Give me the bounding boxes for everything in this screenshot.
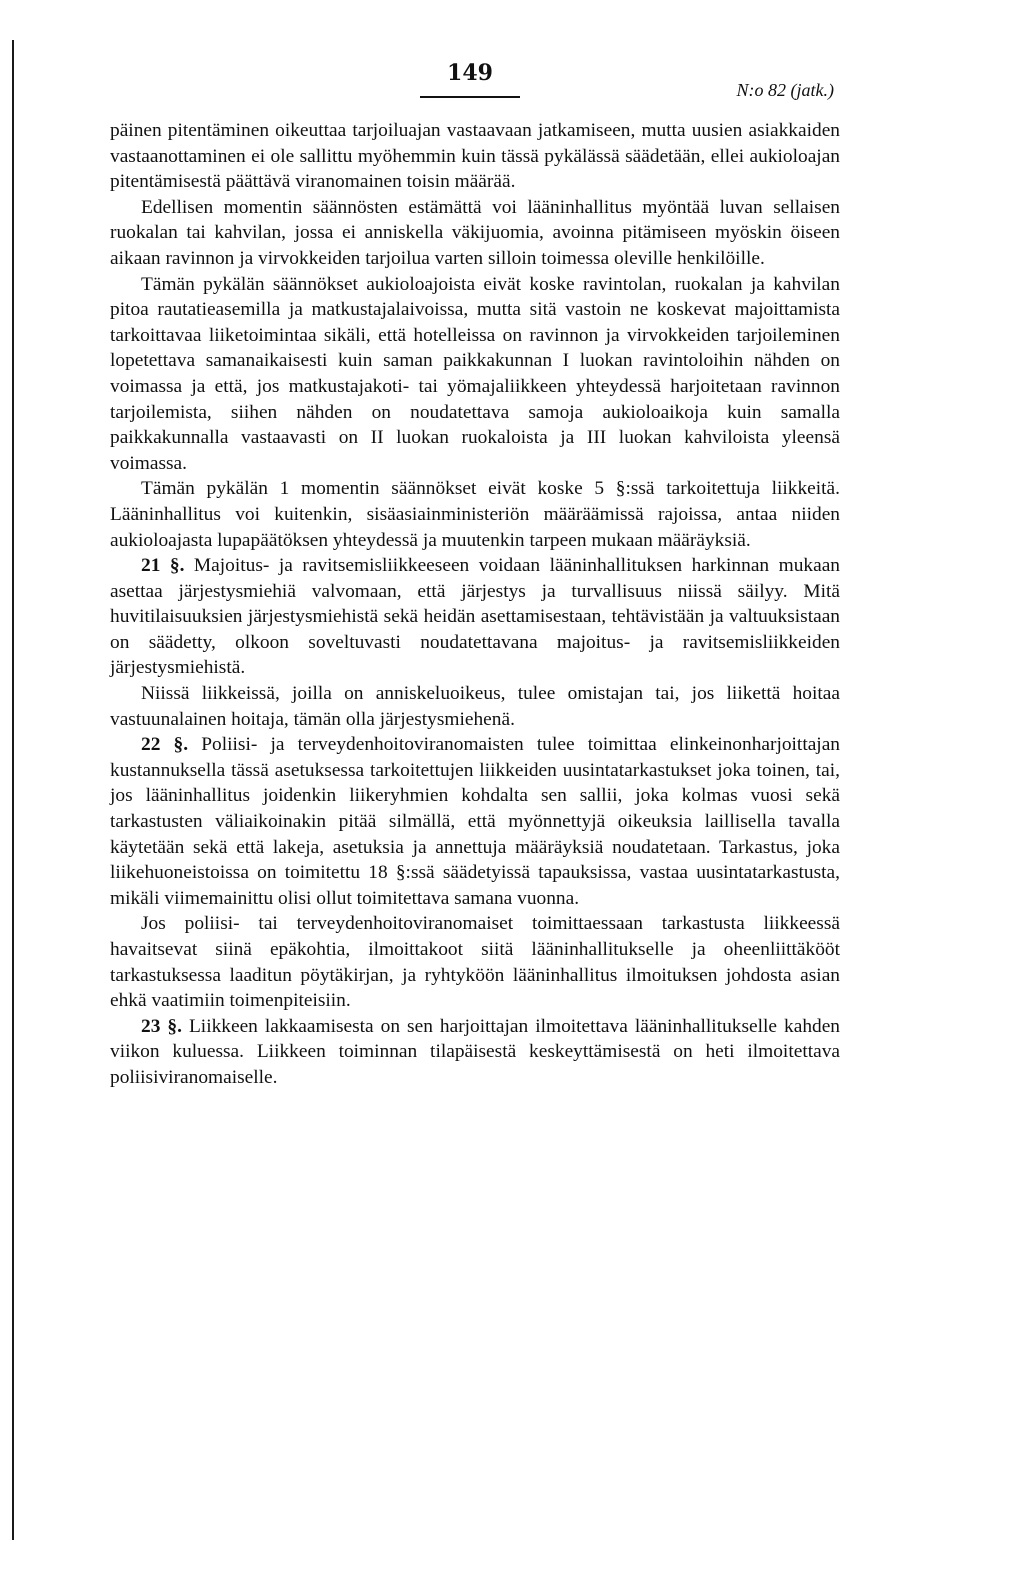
paragraph-2 (110, 195, 840, 272)
paragraph-text: Edellisen momentin säännösten estämättä voi lääninhallitus myöntää luvan sellaisen ruokalan tai kahvilan, jossa ei anniskella väkijuomia, avoinna pitämiseen myöskin öiseen aikaan ravinnon ja virvokkeiden tarjoilua varten silloin toimessa oleville henkilöille. (110, 196, 840, 269)
paragraph-6 (110, 681, 840, 732)
paragraph-text: Tämän pykälän 1 momentin säännökset eivät koske 5 §:ssä tarkoitettuja liikkeitä. Lääninhallitus voi kuitenkin, sisäasiainministeriön määräämissä rajoissa, antaa niiden aukioloajasta lupapäätöksen yhteydessä ja muutenkin tarpeen mukaan määräyksiä. (110, 478, 840, 551)
document-reference: N:o 82 (jatk.) (736, 80, 834, 100)
page-header (0, 60, 1024, 120)
paragraph-4 (110, 476, 840, 553)
section-number: 21 §. (141, 555, 185, 577)
section-21 (110, 553, 840, 681)
section-number: 23 §. (141, 1015, 182, 1037)
paragraph-text: Tämän pykälän säännökset aukioloajoista eivät koske ravintolan, ruokalan ja kahvilan pitoa rautatieasemilla ja matkustajalaivoissa, mutta sitä vastoin ne koskevat majoittamista tarkoittavaa liiketoimintaa sikäli, että hotelleissa on ravinnon ja virvokkeiden tarjoileminen lopetettava samanaikaisesti kuin saman paikkakunnan I luokan ravintoloihin nähden on voimassa ja että, jos matkustajakoti- tai yömajaliikkeen yhteydessä harjoitetaan ravinnon tarjoilemista, siihen nähden on noudatettava samoja aukioloaikoja kuin samalla paikkakunnalla vastaavasti on II luokan ruokaloista ja III luokan kahviloista yleensä voimassa. (110, 273, 840, 474)
paragraph-text: Jos poliisi- tai terveydenhoitoviranomaiset toimittaessaan tarkastusta liikkeessä havaitsevat siinä epäkohtia, ilmoittakoot siitä lääninhallitukselle ja oheenliittäkööt tarkastuksessa laaditun pöytäkirjan, ja ryhtyköön lääninhallitus ilmoituksen johdosta asian ehkä vaatimiin toimenpiteisiin. (110, 913, 840, 1012)
paragraph-text: Poliisi- ja terveydenhoitoviranomaisten tulee toimittaa elinkeinonharjoittajan kustannuksella tässä asetuksessa tarkoitettujen liikkeiden uusintatarkastukset joka toinen, tai, jos lääninhallitus joidenkin liikeryhmien kohdalta sen sallii, joka kolmas vuosi sekä tarkastusten väliaikoinakin pitää silmällä, että myönnettyjä oikeuksia laillisella tavalla käytetään sekä että lakeja, asetuksia ja annettuja määräyksiä noudatetaan. Tarkastus, joka liikehuoneistoissa on toimitettu 18 §:ssä säädetyissä tapauksissa, vastaa uusintatarkastusta, mikäli viimemainittu olisi ollut toimitettava samana vuonna. (110, 734, 840, 909)
body-text (110, 118, 840, 1091)
paragraph-3 (110, 272, 840, 477)
paragraph-text: Liikkeen lakkaamisesta on sen harjoittajan ilmoitettava lääninhallitukselle kahden viikon kuluessa. Liikkeen toiminnan tilapäisestä keskeyttämisestä on heti ilmoitettava poliisiviranomaiselle. (110, 1015, 841, 1088)
paragraph-1 (110, 118, 840, 195)
page-number: 149 (447, 60, 493, 86)
page-number-rule (420, 96, 520, 98)
paragraph-text: Majoitus- ja ravitsemisliikkeeseen voidaan lääninhallituksen harkinnan mukaan asettaa järjestysmiehiä valvomaan, että järjestys ja turvallisuus niissä säilyy. Mitä huvitilaisuuksien järjestysmiehistä sekä heidän asettamisestaan, tehtävistään ja valtuuksistaan on säädetty, olkoon soveltuvasti noudatettavana majoitus- ja ravitsemisliikkeiden järjestysmiehistä. (110, 555, 840, 679)
section-22 (110, 732, 840, 911)
paragraph-8 (110, 911, 840, 1013)
section-23 (110, 1014, 840, 1091)
section-number: 22 §. (141, 734, 189, 756)
paragraph-text: päinen pitentäminen oikeuttaa tarjoiluajan vastaavaan jatkamiseen, mutta uusien asiakkaiden vastaanottaminen ei ole sallittu myöhemmin kuin tässä pykälässä säädetään, ellei aukioloajan pitentämisestä päättävä viranomainen toisin määrää. (110, 120, 840, 193)
paragraph-text: Niissä liikkeissä, joilla on anniskeluoikeus, tulee omistajan tai, jos liikettä hoitaa vastuunalainen hoitaja, tämän olla järjestysmiehenä. (110, 683, 840, 730)
scan-edge-line (12, 40, 14, 1540)
